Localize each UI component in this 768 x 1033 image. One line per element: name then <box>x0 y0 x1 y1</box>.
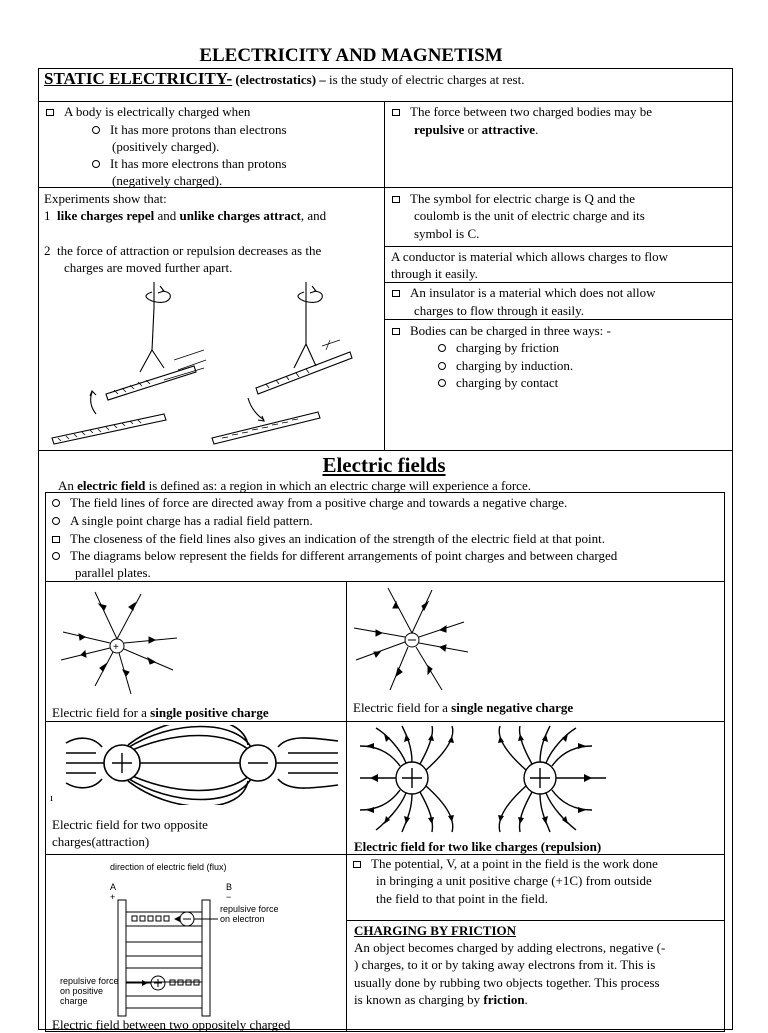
charged-item-2: It has more electrons than protons <box>92 155 287 172</box>
charging-way-2: charging by induction. <box>438 357 573 374</box>
friction-line4: is known as charging by friction. <box>354 992 528 1007</box>
friction-line1: An object becomes charged by adding electrons, negative (- <box>354 940 666 955</box>
conductor-line1: A conductor is material which allows charges to flow <box>391 249 669 264</box>
charged-body-intro: A body is electrically charged when <box>46 103 250 120</box>
plates-rep-e2: on electron <box>220 914 265 924</box>
friction-heading: CHARGING BY FRICTION <box>354 923 517 938</box>
field-bullet-2: A single point charge has a radial field pattern. <box>52 512 313 529</box>
friction-line3: usually done by rubbing two objects together. This process <box>354 975 660 990</box>
square-bullet-icon <box>353 861 361 868</box>
like-charges-field-diagram <box>356 724 716 836</box>
field-bullet-4-cont: parallel plates. <box>75 565 151 580</box>
symbol-line1: The symbol for electric charge is Q and the <box>392 190 635 207</box>
circle-bullet-icon <box>52 552 60 560</box>
caption-opposite-line1: Electric field for two opposite <box>52 817 208 832</box>
insulator-line2: charges to flow through it easily. <box>414 303 585 318</box>
parallel-plates-field-diagram <box>52 856 344 1018</box>
caption-plates: Electric field between two oppositely charged <box>52 1017 291 1032</box>
plates-rep-e1: repulsive force <box>220 904 279 914</box>
plates-rep-p2: on positive <box>60 986 104 996</box>
static-heading: STATIC ELECTRICITY- <box>44 69 233 88</box>
static-definition: is the study of electric charges at rest. <box>329 72 525 87</box>
circle-bullet-icon <box>92 160 100 168</box>
caption-positive: Electric field for a single positive charge <box>52 705 269 720</box>
potential-line2: in bringing a unit positive charge (+1C) from outside <box>376 873 652 888</box>
caption-negative: Electric field for a single negative charge <box>353 700 574 715</box>
conductor-line2: through it easily. <box>391 266 478 281</box>
circle-bullet-icon <box>438 379 446 387</box>
electric-fields-heading: Electric fields <box>322 453 446 477</box>
square-bullet-icon <box>46 109 54 116</box>
charged-item-1-line2: (positively charged). <box>112 139 220 154</box>
square-bullet-icon <box>52 536 60 543</box>
square-bullet-icon <box>392 109 400 116</box>
potential-line3: the field to that point in the field. <box>376 891 548 906</box>
experiments-item-2-line2: charges are moved further apart. <box>64 260 233 275</box>
stray-mark: ı <box>50 792 54 804</box>
force-line2: repulsive or attractive. <box>414 122 539 137</box>
charged-item-2-line2: (negatively charged). <box>112 173 223 188</box>
field-bullet-3: The closeness of the field lines also gives an indication of the strength of the electric field at that point. <box>52 530 605 547</box>
charging-way-3: charging by contact <box>438 374 558 391</box>
circle-bullet-icon <box>52 517 60 525</box>
charging-ways-intro: Bodies can be charged in three ways: - <box>392 322 611 339</box>
plates-minus-label: − <box>226 892 232 902</box>
charged-item-1: It has more protons than electrons <box>92 121 287 138</box>
circle-bullet-icon <box>438 362 446 370</box>
negative-charge-field-diagram <box>352 586 472 696</box>
circle-bullet-icon <box>438 344 446 352</box>
page-title: ELECTRICITY AND MAGNETISM <box>199 45 503 66</box>
experiments-item-1: 1 like charges repel and unlike charges attract, and <box>44 208 327 223</box>
insulator-line1: An insulator is a material which does not allow <box>392 284 656 301</box>
plates-plus-label: + <box>110 892 116 902</box>
plates-b-label: B <box>226 882 233 892</box>
square-bullet-icon <box>392 196 400 203</box>
plates-rep-p3: charge <box>60 996 88 1006</box>
experiments-intro: Experiments show that: <box>44 191 167 206</box>
circle-bullet-icon <box>92 126 100 134</box>
opposite-charges-field-diagram <box>62 725 342 805</box>
charged-rods-illustration <box>44 280 380 450</box>
square-bullet-icon <box>392 328 400 335</box>
potential-line1: The potential, V, at a point in the field is the work done <box>353 855 658 872</box>
static-heading-row <box>44 70 524 88</box>
plates-top-label: direction of electric field (flux) <box>110 862 227 872</box>
square-bullet-icon <box>392 290 400 297</box>
experiments-item-2: 2 the force of attraction or repulsion decreases as the <box>44 243 322 258</box>
symbol-line2: coulomb is the unit of electric charge and its <box>414 208 645 223</box>
static-term: (electrostatics) <box>235 72 317 87</box>
symbol-line3: symbol is C. <box>414 226 480 241</box>
field-bullet-1: The field lines of force are directed away from a positive charge and towards a negative charge. <box>52 494 567 511</box>
plates-rep-p1: repulsive force <box>60 976 119 986</box>
caption-like: Electric field for two like charges (repulsion) <box>354 839 602 854</box>
positive-charge-field-diagram <box>55 588 185 698</box>
electric-field-definition: An electric field is defined as: a region in which an electric charge will experience a force. <box>58 478 531 493</box>
svg-text:+: + <box>113 642 119 653</box>
circle-bullet-icon <box>52 499 60 507</box>
plates-a-label: A <box>110 882 117 892</box>
static-dash: – <box>316 72 330 87</box>
field-bullet-4: The diagrams below represent the fields for different arrangements of point charges and between charged <box>52 547 617 564</box>
force-line1: The force between two charged bodies may be <box>392 103 652 120</box>
caption-opposite-line2: charges(attraction) <box>52 834 150 849</box>
charging-way-1: charging by friction <box>438 339 559 356</box>
friction-line2: ) charges, to it or by taking away electrons from it. This is <box>354 957 656 972</box>
